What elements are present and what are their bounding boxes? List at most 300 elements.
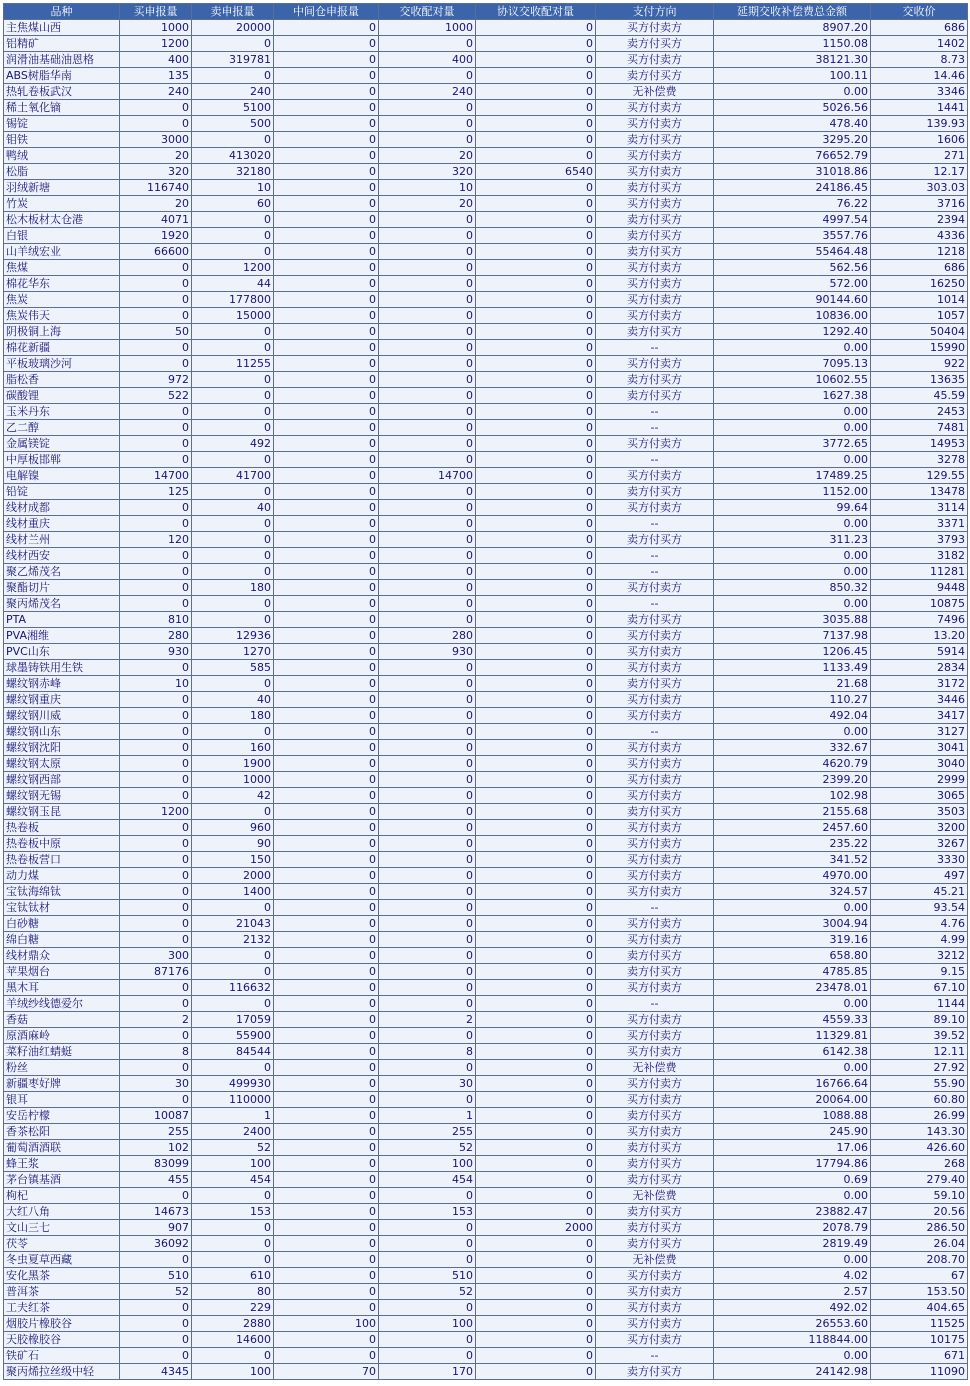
table-row <box>4 1108 968 1124</box>
cell-compensation-total: 245.90 <box>714 1124 871 1140</box>
cell-sell-qty: 492 <box>192 436 274 452</box>
cell-settlement-price: 3793 <box>871 532 968 548</box>
cell-agreement-matched-qty: 0 <box>476 564 596 580</box>
cell-matched-qty: 0 <box>379 676 476 692</box>
cell-intermediate-qty: 0 <box>274 116 379 132</box>
cell-compensation-total: 2399.20 <box>714 772 871 788</box>
cell-compensation-total: 118844.00 <box>714 1332 871 1348</box>
cell-settlement-price: 26.99 <box>871 1108 968 1124</box>
cell-settlement-price: 60.80 <box>871 1092 968 1108</box>
table-row <box>4 788 968 804</box>
cell-sell-qty: 32180 <box>192 164 274 180</box>
cell-sell-qty: 0 <box>192 564 274 580</box>
cell-compensation-total: 6142.38 <box>714 1044 871 1060</box>
cell-matched-qty: 0 <box>379 1060 476 1076</box>
table-row <box>4 420 968 436</box>
cell-compensation-total: 0.00 <box>714 1060 871 1076</box>
cell-sell-qty: 80 <box>192 1284 274 1300</box>
table-row <box>4 324 968 340</box>
cell-variety: 棉花华东 <box>4 276 120 292</box>
cell-compensation-total: 2155.68 <box>714 804 871 820</box>
table-row <box>4 1028 968 1044</box>
cell-payment-direction: 卖方付买方 <box>596 1236 714 1252</box>
cell-sell-qty: 180 <box>192 580 274 596</box>
cell-payment-direction: 买方付卖方 <box>596 260 714 276</box>
cell-variety: 主焦煤山西 <box>4 20 120 36</box>
cell-compensation-total: 3004.94 <box>714 916 871 932</box>
cell-agreement-matched-qty: 0 <box>476 980 596 996</box>
table-row <box>4 1092 968 1108</box>
cell-payment-direction: 买方付卖方 <box>596 884 714 900</box>
cell-agreement-matched-qty: 0 <box>476 612 596 628</box>
cell-variety: 香茶松阳 <box>4 1124 120 1140</box>
cell-intermediate-qty: 0 <box>274 1236 379 1252</box>
cell-sell-qty: 413020 <box>192 148 274 164</box>
cell-sell-qty: 0 <box>192 388 274 404</box>
cell-intermediate-qty: 0 <box>274 1252 379 1268</box>
cell-payment-direction: -- <box>596 420 714 436</box>
cell-settlement-price: 426.60 <box>871 1140 968 1156</box>
cell-agreement-matched-qty: 0 <box>476 228 596 244</box>
cell-compensation-total: 0.00 <box>714 1188 871 1204</box>
cell-agreement-matched-qty: 0 <box>476 724 596 740</box>
cell-buy-qty: 0 <box>120 660 192 676</box>
cell-payment-direction: 买方付卖方 <box>596 1268 714 1284</box>
cell-settlement-price: 7481 <box>871 420 968 436</box>
cell-matched-qty: 0 <box>379 1300 476 1316</box>
cell-sell-qty: 0 <box>192 964 274 980</box>
cell-payment-direction: 买方付卖方 <box>596 116 714 132</box>
table-row <box>4 964 968 980</box>
cell-compensation-total: 0.00 <box>714 84 871 100</box>
cell-settlement-price: 4.76 <box>871 916 968 932</box>
cell-settlement-price: 45.21 <box>871 884 968 900</box>
cell-intermediate-qty: 0 <box>274 1092 379 1108</box>
cell-compensation-total: 3557.76 <box>714 228 871 244</box>
cell-intermediate-qty: 0 <box>274 628 379 644</box>
cell-compensation-total: 16766.64 <box>714 1076 871 1092</box>
cell-compensation-total: 100.11 <box>714 68 871 84</box>
cell-sell-qty: 2000 <box>192 868 274 884</box>
cell-payment-direction: 卖方付买方 <box>596 324 714 340</box>
table-row <box>4 996 968 1012</box>
cell-intermediate-qty: 0 <box>274 356 379 372</box>
cell-payment-direction: 买方付卖方 <box>596 276 714 292</box>
cell-intermediate-qty: 0 <box>274 1140 379 1156</box>
cell-compensation-total: 2.57 <box>714 1284 871 1300</box>
table-row <box>4 116 968 132</box>
cell-sell-qty: 90 <box>192 836 274 852</box>
cell-settlement-price: 303.03 <box>871 180 968 196</box>
cell-sell-qty: 0 <box>192 548 274 564</box>
cell-payment-direction: -- <box>596 1348 714 1364</box>
cell-settlement-price: 10875 <box>871 596 968 612</box>
table-row <box>4 1204 968 1220</box>
cell-sell-qty: 52 <box>192 1140 274 1156</box>
cell-payment-direction: 卖方付买方 <box>596 676 714 692</box>
cell-intermediate-qty: 0 <box>274 820 379 836</box>
cell-variety: 聚丙烯拉丝级中轻 <box>4 1364 120 1380</box>
cell-settlement-price: 686 <box>871 20 968 36</box>
cell-variety: 安岳柠檬 <box>4 1108 120 1124</box>
cell-agreement-matched-qty: 0 <box>476 884 596 900</box>
cell-sell-qty: 1 <box>192 1108 274 1124</box>
cell-compensation-total: 31018.86 <box>714 164 871 180</box>
cell-sell-qty: 15000 <box>192 308 274 324</box>
cell-intermediate-qty: 0 <box>274 196 379 212</box>
cell-buy-qty: 0 <box>120 772 192 788</box>
cell-agreement-matched-qty: 0 <box>476 1060 596 1076</box>
cell-matched-qty: 0 <box>379 692 476 708</box>
cell-agreement-matched-qty: 0 <box>476 1044 596 1060</box>
table-row <box>4 500 968 516</box>
cell-sell-qty: 55900 <box>192 1028 274 1044</box>
cell-settlement-price: 89.10 <box>871 1012 968 1028</box>
cell-variety: 热卷板营口 <box>4 852 120 868</box>
cell-intermediate-qty: 0 <box>274 804 379 820</box>
cell-agreement-matched-qty: 0 <box>476 52 596 68</box>
cell-sell-qty: 0 <box>192 804 274 820</box>
cell-sell-qty: 17059 <box>192 1012 274 1028</box>
cell-sell-qty: 44 <box>192 276 274 292</box>
cell-variety: 天胶橡胶谷 <box>4 1332 120 1348</box>
col-header-variety[interactable]: 品种 <box>4 4 120 20</box>
cell-matched-qty: 0 <box>379 948 476 964</box>
cell-buy-qty: 20 <box>120 148 192 164</box>
cell-buy-qty: 120 <box>120 532 192 548</box>
cell-sell-qty: 11255 <box>192 356 274 372</box>
cell-sell-qty: 40 <box>192 692 274 708</box>
cell-settlement-price: 153.50 <box>871 1284 968 1300</box>
table-row <box>4 68 968 84</box>
cell-intermediate-qty: 0 <box>274 532 379 548</box>
cell-settlement-price: 13478 <box>871 484 968 500</box>
cell-sell-qty: 0 <box>192 212 274 228</box>
table-row <box>4 1188 968 1204</box>
cell-compensation-total: 17794.86 <box>714 1156 871 1172</box>
cell-intermediate-qty: 0 <box>274 1220 379 1236</box>
cell-agreement-matched-qty: 0 <box>476 692 596 708</box>
table-row <box>4 1076 968 1092</box>
cell-matched-qty: 0 <box>379 548 476 564</box>
cell-settlement-price: 3127 <box>871 724 968 740</box>
col-header-intermediate-qty[interactable]: 中间仓申报量 <box>274 4 379 20</box>
cell-intermediate-qty: 0 <box>274 692 379 708</box>
table-row <box>4 52 968 68</box>
cell-settlement-price: 27.92 <box>871 1060 968 1076</box>
table-row <box>4 148 968 164</box>
cell-agreement-matched-qty: 2000 <box>476 1220 596 1236</box>
cell-sell-qty: 0 <box>192 340 274 356</box>
cell-agreement-matched-qty: 0 <box>476 804 596 820</box>
cell-variety: 羊绒纱线德爱尔 <box>4 996 120 1012</box>
cell-compensation-total: 0.00 <box>714 452 871 468</box>
col-header-payment-direction[interactable]: 支付方向 <box>596 4 714 20</box>
cell-intermediate-qty: 0 <box>274 452 379 468</box>
cell-matched-qty: 0 <box>379 868 476 884</box>
cell-matched-qty: 0 <box>379 372 476 388</box>
cell-buy-qty: 240 <box>120 84 192 100</box>
cell-intermediate-qty: 0 <box>274 100 379 116</box>
cell-buy-qty: 907 <box>120 1220 192 1236</box>
cell-settlement-price: 129.55 <box>871 468 968 484</box>
cell-compensation-total: 4997.54 <box>714 212 871 228</box>
cell-sell-qty: 0 <box>192 1188 274 1204</box>
cell-agreement-matched-qty: 0 <box>476 132 596 148</box>
col-header-compensation-total[interactable]: 延期交收补偿费总金额 <box>714 4 871 20</box>
cell-matched-qty: 2 <box>379 1012 476 1028</box>
cell-matched-qty: 0 <box>379 260 476 276</box>
cell-sell-qty: 177800 <box>192 292 274 308</box>
cell-payment-direction: 买方付卖方 <box>596 628 714 644</box>
cell-matched-qty: 0 <box>379 708 476 724</box>
cell-buy-qty: 0 <box>120 516 192 532</box>
cell-agreement-matched-qty: 0 <box>476 900 596 916</box>
cell-variety: 焦炭伟天 <box>4 308 120 324</box>
cell-settlement-price: 2999 <box>871 772 968 788</box>
cell-payment-direction: 卖方付买方 <box>596 132 714 148</box>
table-row <box>4 228 968 244</box>
cell-sell-qty: 153 <box>192 1204 274 1220</box>
col-header-buy-qty[interactable]: 买申报量 <box>120 4 192 20</box>
cell-sell-qty: 585 <box>192 660 274 676</box>
cell-compensation-total: 2819.49 <box>714 1236 871 1252</box>
cell-settlement-price: 1441 <box>871 100 968 116</box>
col-header-sell-qty[interactable]: 卖申报量 <box>192 4 274 20</box>
cell-settlement-price: 1606 <box>871 132 968 148</box>
cell-agreement-matched-qty: 0 <box>476 468 596 484</box>
table-row <box>4 532 968 548</box>
table-row <box>4 1124 968 1140</box>
cell-matched-qty: 0 <box>379 612 476 628</box>
cell-compensation-total: 478.40 <box>714 116 871 132</box>
cell-compensation-total: 0.00 <box>714 340 871 356</box>
cell-buy-qty: 0 <box>120 596 192 612</box>
cell-settlement-price: 50404 <box>871 324 968 340</box>
cell-payment-direction: 卖方付买方 <box>596 36 714 52</box>
cell-settlement-price: 20.56 <box>871 1204 968 1220</box>
cell-sell-qty: 0 <box>192 228 274 244</box>
cell-sell-qty: 150 <box>192 852 274 868</box>
cell-payment-direction: 买方付卖方 <box>596 1124 714 1140</box>
cell-sell-qty: 454 <box>192 1172 274 1188</box>
cell-settlement-price: 11281 <box>871 564 968 580</box>
cell-variety: 安化黑茶 <box>4 1268 120 1284</box>
cell-agreement-matched-qty: 0 <box>476 1076 596 1092</box>
cell-variety: 中厚板邯郸 <box>4 452 120 468</box>
cell-agreement-matched-qty: 0 <box>476 1012 596 1028</box>
cell-settlement-price: 1402 <box>871 36 968 52</box>
cell-compensation-total: 23478.01 <box>714 980 871 996</box>
cell-matched-qty: 0 <box>379 836 476 852</box>
cell-intermediate-qty: 0 <box>274 1204 379 1220</box>
cell-intermediate-qty: 0 <box>274 388 379 404</box>
col-header-matched-qty[interactable]: 交收配对量 <box>379 4 476 20</box>
cell-buy-qty: 66600 <box>120 244 192 260</box>
cell-agreement-matched-qty: 0 <box>476 1140 596 1156</box>
cell-intermediate-qty: 0 <box>274 308 379 324</box>
cell-settlement-price: 3200 <box>871 820 968 836</box>
cell-sell-qty: 0 <box>192 1348 274 1364</box>
cell-matched-qty: 100 <box>379 1156 476 1172</box>
cell-matched-qty: 0 <box>379 1220 476 1236</box>
cell-sell-qty: 180 <box>192 708 274 724</box>
cell-variety: 菜籽油红蜻蜓 <box>4 1044 120 1060</box>
cell-payment-direction: 卖方付买方 <box>596 244 714 260</box>
cell-intermediate-qty: 0 <box>274 948 379 964</box>
cell-settlement-price: 67 <box>871 1268 968 1284</box>
cell-variety: 白银 <box>4 228 120 244</box>
table-row <box>4 564 968 580</box>
cell-variety: 螺纹钢西部 <box>4 772 120 788</box>
cell-variety: 枸杞 <box>4 1188 120 1204</box>
cell-matched-qty: 52 <box>379 1140 476 1156</box>
cell-buy-qty: 0 <box>120 868 192 884</box>
cell-matched-qty: 0 <box>379 1252 476 1268</box>
cell-compensation-total: 235.22 <box>714 836 871 852</box>
cell-buy-qty: 0 <box>120 836 192 852</box>
cell-agreement-matched-qty: 0 <box>476 100 596 116</box>
cell-variety: 乙二醇 <box>4 420 120 436</box>
cell-agreement-matched-qty: 0 <box>476 1108 596 1124</box>
cell-settlement-price: 13635 <box>871 372 968 388</box>
cell-sell-qty: 1200 <box>192 260 274 276</box>
cell-matched-qty: 0 <box>379 964 476 980</box>
settlement-table <box>3 3 968 1380</box>
cell-buy-qty: 4071 <box>120 212 192 228</box>
cell-compensation-total: 0.00 <box>714 516 871 532</box>
cell-settlement-price: 3371 <box>871 516 968 532</box>
cell-intermediate-qty: 0 <box>274 1188 379 1204</box>
table-header-row <box>4 4 968 20</box>
cell-buy-qty: 1920 <box>120 228 192 244</box>
cell-variety: 原酒麻岭 <box>4 1028 120 1044</box>
cell-compensation-total: 7137.98 <box>714 628 871 644</box>
cell-intermediate-qty: 0 <box>274 644 379 660</box>
cell-sell-qty: 10 <box>192 180 274 196</box>
cell-intermediate-qty: 0 <box>274 740 379 756</box>
cell-payment-direction: 买方付卖方 <box>596 468 714 484</box>
cell-variety: 鸭绒 <box>4 148 120 164</box>
cell-variety: 烟胶片橡胶谷 <box>4 1316 120 1332</box>
cell-agreement-matched-qty: 0 <box>476 740 596 756</box>
cell-intermediate-qty: 0 <box>274 596 379 612</box>
table-row <box>4 836 968 852</box>
cell-compensation-total: 2457.60 <box>714 820 871 836</box>
cell-matched-qty: 400 <box>379 52 476 68</box>
cell-settlement-price: 3330 <box>871 852 968 868</box>
cell-payment-direction: 买方付卖方 <box>596 500 714 516</box>
cell-agreement-matched-qty: 0 <box>476 484 596 500</box>
cell-settlement-price: 8.73 <box>871 52 968 68</box>
table-row <box>4 1060 968 1076</box>
cell-sell-qty: 20000 <box>192 20 274 36</box>
cell-settlement-price: 10175 <box>871 1332 968 1348</box>
cell-matched-qty: 0 <box>379 228 476 244</box>
table-body <box>4 20 968 1380</box>
cell-compensation-total: 0.00 <box>714 724 871 740</box>
cell-variety: 螺纹钢玉昆 <box>4 804 120 820</box>
table-row <box>4 852 968 868</box>
table-row <box>4 868 968 884</box>
cell-payment-direction: 买方付卖方 <box>596 196 714 212</box>
cell-sell-qty: 0 <box>192 36 274 52</box>
cell-intermediate-qty: 0 <box>274 420 379 436</box>
cell-payment-direction: 买方付卖方 <box>596 852 714 868</box>
cell-intermediate-qty: 0 <box>274 580 379 596</box>
cell-agreement-matched-qty: 0 <box>476 964 596 980</box>
cell-compensation-total: 492.02 <box>714 1300 871 1316</box>
table-row <box>4 628 968 644</box>
cell-payment-direction: -- <box>596 596 714 612</box>
cell-variety: ABS树脂华南 <box>4 68 120 84</box>
table-row <box>4 1156 968 1172</box>
col-header-settlement-price[interactable]: 交收价 <box>871 4 968 20</box>
cell-sell-qty: 100 <box>192 1364 274 1380</box>
cell-intermediate-qty: 0 <box>274 164 379 180</box>
cell-buy-qty: 280 <box>120 628 192 644</box>
table-row <box>4 692 968 708</box>
cell-payment-direction: 买方付卖方 <box>596 1076 714 1092</box>
cell-payment-direction: 卖方付买方 <box>596 1140 714 1156</box>
cell-agreement-matched-qty: 0 <box>476 1348 596 1364</box>
cell-intermediate-qty: 0 <box>274 836 379 852</box>
cell-agreement-matched-qty: 0 <box>476 340 596 356</box>
table-row <box>4 916 968 932</box>
cell-buy-qty: 1200 <box>120 804 192 820</box>
cell-buy-qty: 0 <box>120 340 192 356</box>
cell-variety: PVA湘维 <box>4 628 120 644</box>
cell-buy-qty: 255 <box>120 1124 192 1140</box>
cell-matched-qty: 0 <box>379 772 476 788</box>
cell-intermediate-qty: 0 <box>274 612 379 628</box>
cell-settlement-price: 686 <box>871 260 968 276</box>
cell-matched-qty: 0 <box>379 980 476 996</box>
cell-buy-qty: 0 <box>120 1300 192 1316</box>
cell-variety: PVC山东 <box>4 644 120 660</box>
cell-matched-qty: 0 <box>379 436 476 452</box>
cell-agreement-matched-qty: 0 <box>476 836 596 852</box>
cell-payment-direction: 卖方付买方 <box>596 1364 714 1380</box>
cell-buy-qty: 0 <box>120 580 192 596</box>
cell-agreement-matched-qty: 0 <box>476 1300 596 1316</box>
cell-compensation-total: 0.00 <box>714 596 871 612</box>
cell-compensation-total: 1292.40 <box>714 324 871 340</box>
cell-agreement-matched-qty: 0 <box>476 772 596 788</box>
col-header-agreement-matched-qty[interactable]: 协议交收配对量 <box>476 4 596 20</box>
cell-variety: 焦炭 <box>4 292 120 308</box>
table-row <box>4 36 968 52</box>
table-row <box>4 548 968 564</box>
cell-variety: 电解镍 <box>4 468 120 484</box>
cell-payment-direction: 买方付卖方 <box>596 356 714 372</box>
cell-buy-qty: 116740 <box>120 180 192 196</box>
cell-payment-direction: 卖方付买方 <box>596 1156 714 1172</box>
cell-sell-qty: 41700 <box>192 468 274 484</box>
cell-sell-qty: 40 <box>192 500 274 516</box>
table-row <box>4 1364 968 1380</box>
table-row <box>4 212 968 228</box>
cell-matched-qty: 0 <box>379 804 476 820</box>
cell-intermediate-qty: 0 <box>274 436 379 452</box>
cell-variety: 碳酸锂 <box>4 388 120 404</box>
cell-payment-direction: 卖方付买方 <box>596 964 714 980</box>
cell-settlement-price: 12.17 <box>871 164 968 180</box>
cell-intermediate-qty: 0 <box>274 292 379 308</box>
table-row <box>4 900 968 916</box>
cell-settlement-price: 3267 <box>871 836 968 852</box>
cell-settlement-price: 3040 <box>871 756 968 772</box>
